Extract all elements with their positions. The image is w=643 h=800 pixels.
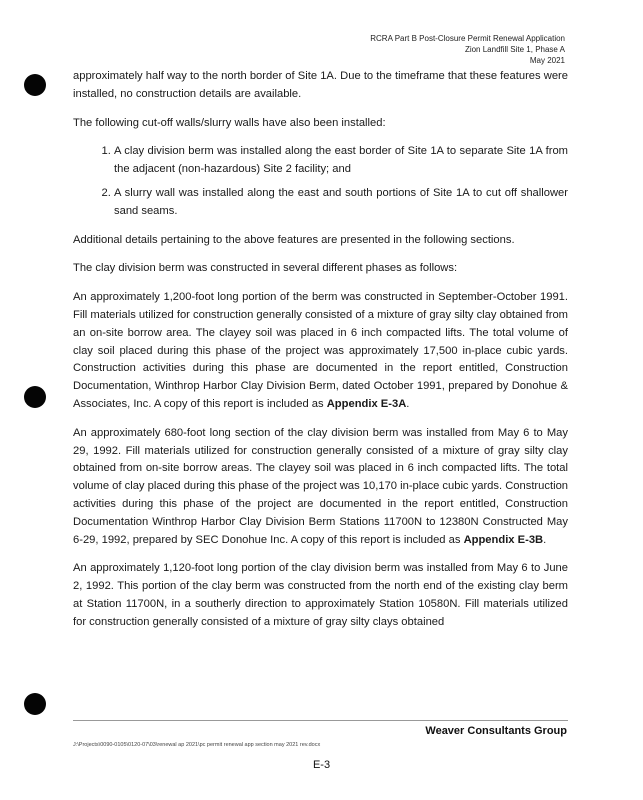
- paragraph-3: Additional details pertaining to the above features are presented in the following sections.: [73, 233, 515, 246]
- paragraph-4: The clay division berm was constructed in several different phases as follows:: [73, 262, 458, 275]
- header-title: RCRA Part B Post-Closure Permit Renewal Application: [370, 34, 565, 43]
- footer-company: Weaver Consultants Group: [425, 725, 567, 737]
- list-item-clay-berm: 1. A clay division berm was installed along the east border of Site 1A to separate Site 1A from the adjacent (non-hazardous) Site 2 facility; and: [114, 143, 568, 179]
- header-site: Zion Landfill Site 1, Phase A: [464, 45, 565, 54]
- binder-hole-bottom: [24, 693, 46, 715]
- paragraph-6-text: An approximately 680-foot long section of the clay division berm was installed from May 6 to May 29, 1992. Fill materials utilized for construction generally consisted of a mixture of gray silty clay obtained from on-site borrow areas. The clayey soil was placed in 6 inch compacted lifts. The total volume of clay placed during this phase of the project was 10,170 in-place cubic yards. Construction activities during this phase of the project are documented in the report entitled, Construction Documentation Winthrop Harbor Clay Division Berm Stations 11700N to 12380N Constructed May 6-29, 1992, prepared by SEC Donohue Inc. A copy of this report is included as: [73, 426, 569, 546]
- paragraph-6: [73, 425, 568, 550]
- appendix-e3a-reference: Appendix E-3A: [326, 397, 407, 410]
- cutoff-walls-list: [73, 143, 568, 220]
- paragraph-6-period: .: [543, 533, 547, 546]
- header-date: May 2021: [529, 56, 565, 65]
- paragraph-2: The following cut-off walls/slurry walls have also been installed:: [73, 116, 386, 129]
- paragraph-5-text: An approximately 1,200-foot long portion of the berm was constructed in September-October 1991. Fill materials utilized for construction generally consisted of a mixture of gray silty clay obtained from an on-site borrow area. The clayey soil was placed in 6 inch compacted lifts. The total volume of clay soil placed during this phase of the project was approximately 17,500 in-place cubic yards. Construction activities during this phase are documented in the report entitled, Construction Documentation, Winthrop Harbor Clay Division Berm, dated October 1991, prepared by Donohue & Associates, Inc. A copy of this report is included as: [73, 291, 568, 410]
- list-item-slurry-wall: 2. A slurry wall was installed along the east and south portions of Site 1A to cut off shallower sand seams.: [114, 185, 568, 221]
- binder-hole-top: [24, 74, 46, 96]
- paragraph-5: [73, 289, 568, 414]
- paragraph-1: approximately half way to the north border of Site 1A. Due to the timeframe that these features were installed, no construction details are available.: [73, 70, 568, 100]
- page-number: E-3: [312, 759, 331, 771]
- binder-hole-middle: [24, 386, 46, 408]
- paragraph-5-period: .: [406, 397, 410, 410]
- footer-file-path: J:\Projects\0090-0105\0120-07\03\renewal ap 2021\pc permit renewal app section may 2021 rev.docx: [73, 742, 321, 748]
- appendix-e3b-reference: Appendix E-3B: [463, 533, 544, 546]
- footer-divider: [73, 720, 568, 721]
- paragraph-7: An approximately 1,120-foot long portion of the clay division berm was installed from May 6 to June 2, 1992. This portion of the clay berm was constructed from the north end of the existing clay berm at Station 11700N, in a southerly direction to approximately Station 10580N. Fill materials utilized for construction generally consisted of a mixture of gray silty clays obtained: [73, 562, 568, 628]
- page-header: [370, 33, 565, 66]
- document-body: [73, 68, 568, 643]
